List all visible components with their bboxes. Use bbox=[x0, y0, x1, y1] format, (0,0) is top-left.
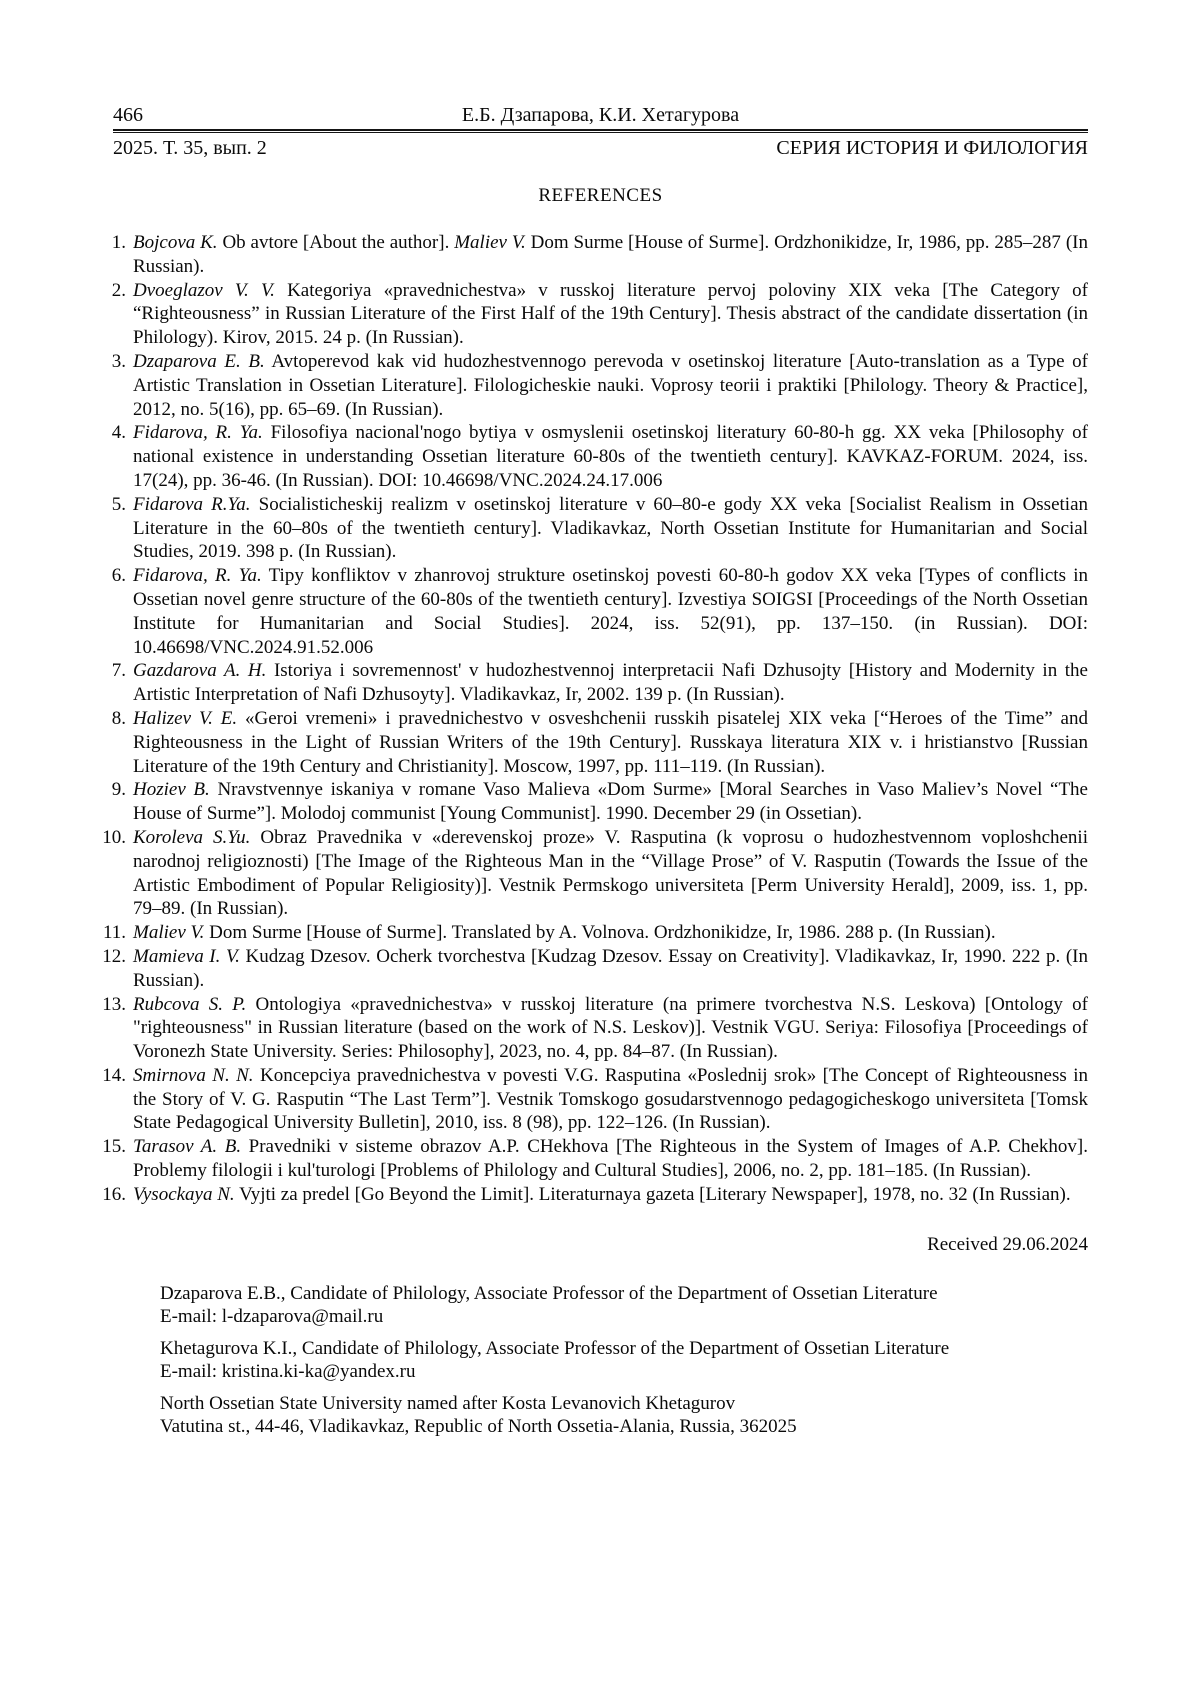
running-header-second-line bbox=[113, 136, 1088, 160]
series-title: СЕРИЯ ИСТОРИЯ И ФИЛОЛОГИЯ bbox=[776, 137, 1088, 159]
reference-author-name: Fidarova, R. Ya. bbox=[133, 422, 263, 444]
reference-item: 5. Fidarova R.Ya. Socialisticheskij realizm v osetinskoj literature v 60–80-e gody XX veka [Socialist Realism in Ossetian Literature in the 60–80s of the twentieth century]. Vladikavkaz, North Ossetian Institute for Humanitarian and Social Studies, 2019. 398 p. (In Russian). bbox=[100, 493, 1088, 564]
page-number: 466 bbox=[113, 104, 143, 126]
reference-number: 7. bbox=[111, 660, 126, 682]
reference-item: 1. Bojcova K. Ob avtore [About the author]. Maliev V. Dom Surme [House of Surme]. Ordzhonikidze, Ir, 1986, pp. 285–287 (In Russian). bbox=[100, 231, 1088, 279]
reference-number: 6. bbox=[111, 565, 126, 587]
reference-item: 16. Vysockaya N. Vyjti za predel [Go Beyond the Limit]. Literaturnaya gazeta [Literary Newspaper], 1978, no. 32 (In Russian). bbox=[100, 1183, 1088, 1207]
reference-number: 15. bbox=[102, 1136, 126, 1158]
reference-number: 11. bbox=[102, 922, 126, 944]
reference-number: 3. bbox=[111, 350, 126, 372]
header-rule bbox=[113, 129, 1088, 133]
reference-item: 2. Dvoeglazov V. V. Kategoriya «pravednichestva» v russkoj literature pervoj poloviny XIX veka [The Category of “Righteousness” in Russian Literature of the First Half of the 19th Century]. Thesis abstract of the candidate dissertation (in Philology). Kirov, 2015. 24 p. (In Russian). bbox=[100, 279, 1088, 350]
reference-item: 4. Fidarova, R. Ya. Filosofiya nacional'nogo bytiya v osmyslenii osetinskoj literatury 60-80-h gg. XX veka [Philosophy of national existence in understanding Ossetian literature 60-80s of the twentieth century]. KAVKAZ-FORUM. 2024, iss. 17(24), pp. 36-46. (In Russian). DOI: 10.46698/VNC.2024.24.17.006 bbox=[100, 421, 1088, 492]
reference-item: 3. Dzaparova E. B. Avtoperevod kak vid hudozhestvennogo perevoda v osetinskoj literature [Auto-translation as a Type of Artistic Translation in Ossetian Literature]. Filologicheskie nauki. Voprosy teorii i praktiki [Philology. Theory & Practice], 2012, no. 5(16), pp. 65–69. (In Russian). bbox=[100, 350, 1088, 421]
reference-author-name: Dzaparova E. B. bbox=[133, 350, 265, 372]
running-header bbox=[113, 104, 1088, 126]
reference-number: 14. bbox=[102, 1064, 126, 1086]
affiliation-name: North Ossetian State University named after Kosta Levanovich Khetagurov bbox=[160, 1392, 736, 1414]
references-heading: REFERENCES bbox=[538, 185, 663, 206]
reference-author-name: Gazdarova A. H. bbox=[133, 660, 267, 682]
reference-number: 12. bbox=[102, 945, 126, 967]
reference-list bbox=[100, 231, 1088, 1207]
received-date: Received 29.06.2024 bbox=[927, 1233, 1088, 1255]
reference-author-name: Mamieva I. V. bbox=[133, 945, 240, 967]
reference-number: 2. bbox=[111, 279, 126, 301]
reference-item: 10. Koroleva S.Yu. Obraz Pravednika v «derevenskoj proze» V. Rasputina (k voprosu o hudozhestvennom voploshchenii narodnoj religioznosti) [The Image of the Righteous Man in the “Village Prose” of V. Rasputin (Towards the Issue of the Artistic Embodiment of Popular Religiosity)]. Vestnik Permskogo universiteta [Perm University Herald], 2009, iss. 1, pp. 79–89. (In Russian). bbox=[100, 826, 1088, 921]
affiliation-address: Vatutina st., 44-46, Vladikavkaz, Republic of North Ossetia-Alania, Russia, 362025 bbox=[160, 1415, 797, 1437]
reference-author-name: Maliev V. bbox=[454, 232, 526, 253]
volume-issue-info: 2025. Т. 35, вып. 2 bbox=[113, 137, 267, 159]
author-info-2 bbox=[160, 1337, 1088, 1383]
reference-item: 8. Halizev V. E. «Geroi vremeni» i pravednichestvo v osveshchenii russkih pisatelej XIX veka [“Heroes of the Time” and Righteousness in the Light of Russian Writers of the 19th Century]. Russkaya literatura XIX v. i hristianstvo [Russian Literature of the 19th Century and Christianity]. Moscow, 1997, pp. 111–119. (In Russian). bbox=[100, 707, 1088, 778]
reference-number: 1. bbox=[111, 232, 126, 253]
reference-author-name: Maliev V. bbox=[133, 922, 205, 944]
reference-author-name: Halizev V. E. bbox=[133, 707, 238, 729]
reference-number: 5. bbox=[111, 493, 126, 515]
reference-item: 15. Tarasov A. B. Pravedniki v sisteme obrazov A.P. CHekhova [The Righteous in the System of Images of A.P. Chekhov]. Problemy filologii i kul'turologi [Problems of Philology and Cultural Studies], 2006, no. 2, pp. 181–185. (In Russian). bbox=[100, 1135, 1088, 1183]
reference-item: 9. Hoziev B. Nravstvennye iskaniya v romane Vaso Malieva «Dom Surme» [Moral Searches in Vaso Maliev’s Novel “The House of Surme”]. Molodoj communist [Young Communist]. 1990. December 29 (in Ossetian). bbox=[100, 778, 1088, 826]
author-1-email: E-mail: l-dzaparova@mail.ru bbox=[160, 1305, 384, 1327]
reference-author-name: Vysockaya N. bbox=[133, 1183, 235, 1205]
reference-number: 13. bbox=[102, 993, 126, 1015]
reference-item: 12. Mamieva I. V. Kudzag Dzesov. Ocherk tvorchestva [Kudzag Dzesov. Essay on Creativity]. Vladikavkaz, Ir, 1990. 222 p. (In Russian). bbox=[100, 945, 1088, 993]
reference-item: 14. Smirnova N. N. Koncepciya pravednichestva v povesti V.G. Rasputina «Poslednij srok» [The Concept of Righteousness in the Story of V. G. Rasputin “The Last Term”]. Vestnik Tomskogo gosudarstvennogo pedagogicheskogo universiteta [Tomsk State Pedagogical University Bulletin], 2010, iss. 8 (98), pp. 122–126. (In Russian). bbox=[100, 1064, 1088, 1135]
reference-item: 11. Maliev V. Dom Surme [House of Surme]. Translated by A. Volnova. Ordzhonikidze, Ir, 1986. 288 p. (In Russian). bbox=[100, 921, 1088, 945]
reference-author-name: Fidarova R.Ya. bbox=[133, 493, 251, 515]
reference-author-name: Dvoeglazov V. V. bbox=[133, 279, 275, 301]
reference-author-name: Bojcova K. bbox=[133, 232, 218, 253]
reference-number: 4. bbox=[111, 422, 126, 444]
author-2-email: E-mail: kristina.ki-ka@yandex.ru bbox=[160, 1360, 416, 1382]
affiliation-info bbox=[160, 1392, 1088, 1438]
reference-item: 6. Fidarova, R. Ya. Tipy konfliktov v zhanrovoj strukture osetinskoj povesti 60-80-h godov XX veka [Types of conflicts in Ossetian novel genre structure of the 60-80s of the twentieth century]. Izvestiya SOIGSI [Proceedings of the North Ossetian Institute for Humanitarian and Social Studies]. 2024, iss. 52(91), pp. 137–150. (in Russian). DOI: 10.46698/VNC.2024.91.52.006 bbox=[100, 564, 1088, 659]
reference-author-name: Fidarova, R. Ya. bbox=[133, 565, 262, 587]
reference-author-name: Tarasov A. B. bbox=[133, 1136, 242, 1158]
author-info-block bbox=[160, 1282, 1088, 1438]
author-2-credentials: Khetagurova K.I., Candidate of Philology, Associate Professor of the Department of Ossetian Literature bbox=[160, 1337, 950, 1359]
reference-number: 10. bbox=[102, 826, 126, 848]
author-1-credentials: Dzaparova E.B., Candidate of Philology, Associate Professor of the Department of Ossetian Literature bbox=[160, 1282, 938, 1304]
author-info-1 bbox=[160, 1282, 1088, 1328]
reference-author-name: Koroleva S.Yu. bbox=[133, 826, 251, 848]
reference-number: 9. bbox=[111, 779, 126, 801]
reference-number: 8. bbox=[111, 707, 126, 729]
reference-number: 16. bbox=[102, 1183, 126, 1205]
reference-author-name: Hoziev B. bbox=[133, 779, 210, 801]
reference-author-name: Rubcova S. P. bbox=[133, 993, 247, 1015]
reference-item: 7. Gazdarova A. H. Istoriya i sovremennost' v hudozhestvennoj interpretacii Nafi Dzhusojty [History and Modernity in the Artistic Interpretation of Nafi Dzhusoyty]. Vladikavkaz, Ir, 2002. 139 p. (In Russian). bbox=[100, 659, 1088, 707]
reference-item: 13. Rubcova S. P. Ontologiya «pravednichestva» v russkoj literature (na primere tvorchestva N.S. Leskova) [Ontology of "righteousness" in Russian literature (based on the work of N.S. Leskov)]. Vestnik VGU. Seriya: Filosofiya [Proceedings of Voronezh State University. Series: Philosophy], 2023, no. 4, pp. 84–87. (In Russian). bbox=[100, 993, 1088, 1064]
reference-author-name: Smirnova N. N. bbox=[133, 1064, 254, 1086]
running-header-authors: Е.Б. Дзапарова, К.И. Хетагурова bbox=[461, 104, 740, 126]
